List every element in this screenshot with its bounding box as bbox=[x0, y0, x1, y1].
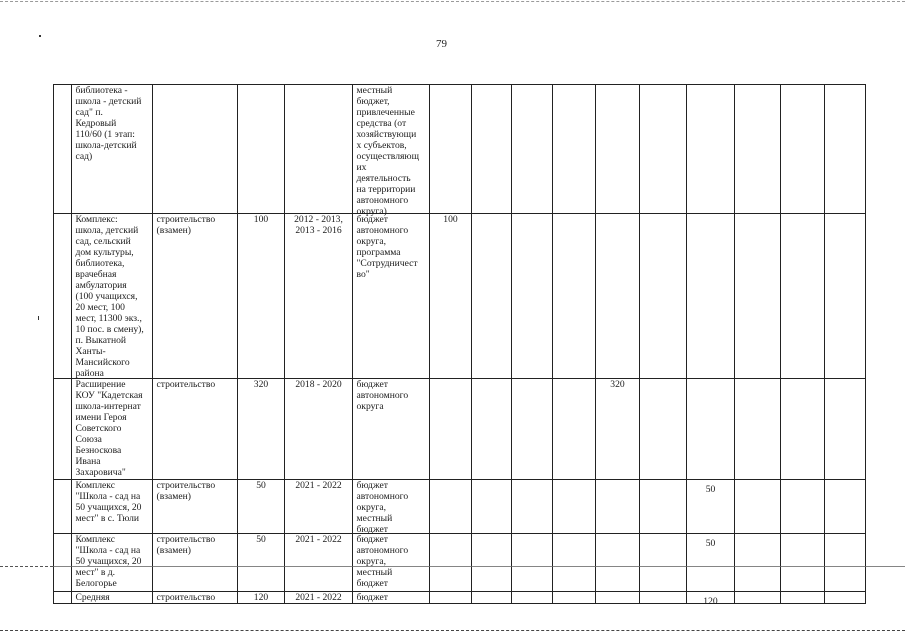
funding-source-cell: бюджет автономного округа, местный бюджет bbox=[353, 480, 430, 534]
value-cell bbox=[553, 379, 596, 480]
funding-source-cell: бюджет автономного округа bbox=[353, 379, 430, 480]
value-cell bbox=[472, 379, 512, 480]
years-cell bbox=[285, 85, 353, 214]
value-cell bbox=[640, 534, 687, 592]
value-cell bbox=[430, 480, 472, 534]
value-cell bbox=[596, 480, 640, 534]
value-cell bbox=[825, 379, 866, 480]
value-cell bbox=[640, 480, 687, 534]
value-cell bbox=[781, 592, 825, 604]
value-cell: 50 bbox=[687, 480, 735, 534]
capacity-cell bbox=[238, 85, 285, 214]
value-cell bbox=[781, 214, 825, 379]
value-cell bbox=[472, 480, 512, 534]
work-type-cell: строительство (взамен) bbox=[153, 534, 238, 592]
value-cell bbox=[640, 85, 687, 214]
scan-fold-line bbox=[0, 566, 53, 567]
value-cell bbox=[430, 534, 472, 592]
object-name-cell: Средняя bbox=[72, 592, 153, 604]
value-cell bbox=[553, 85, 596, 214]
value-cell: 100 bbox=[430, 214, 472, 379]
object-name-cell: Комплекс: школа, детский сад, сельский дом культуры, библиотека, врачебная амбулатория (100 учащихся, 20 мест, 100 мест, 11300 экз., 10 пос. в смену), п. Выкатной Ханты- Мансийского района bbox=[72, 214, 153, 379]
row-number-cell bbox=[54, 592, 72, 604]
value-cell: 50 bbox=[687, 534, 735, 592]
value-cell bbox=[781, 534, 825, 592]
work-type-cell: строительство (взамен) bbox=[153, 480, 238, 534]
object-name-cell: Комплекс "Школа - сад на 50 учащихся, 20 мест" в с. Тюли bbox=[72, 480, 153, 534]
program-objects-table bbox=[53, 84, 866, 607]
funding-source-cell: бюджет автономного округа, местный бюджет bbox=[353, 534, 430, 592]
years-cell: 2021 - 2022 bbox=[285, 534, 353, 592]
capacity-cell: 50 bbox=[238, 534, 285, 592]
value-cell bbox=[781, 480, 825, 534]
value-cell: 320 bbox=[596, 379, 640, 480]
value-cell bbox=[596, 592, 640, 604]
value-cell bbox=[825, 534, 866, 592]
value-cell bbox=[825, 480, 866, 534]
value-cell bbox=[553, 214, 596, 379]
value-cell bbox=[596, 85, 640, 214]
work-type-cell: строительство (взамен) bbox=[153, 214, 238, 379]
value-cell bbox=[640, 592, 687, 604]
years-cell: 2021 - 2022 bbox=[285, 480, 353, 534]
value-cell bbox=[825, 85, 866, 214]
work-type-cell bbox=[153, 85, 238, 214]
value-cell bbox=[735, 592, 781, 604]
page-number: 79 bbox=[436, 38, 447, 50]
value-cell bbox=[553, 480, 596, 534]
object-name-cell: библиотека - школа - детский сад" п. Кедровый 110/60 (1 этап: школа-детский сад) bbox=[72, 85, 153, 214]
value-cell bbox=[735, 480, 781, 534]
capacity-cell: 120 bbox=[238, 592, 285, 604]
value-cell bbox=[735, 379, 781, 480]
value-cell bbox=[512, 85, 553, 214]
object-name-cell: Расширение КОУ "Кадетская школа-интернат имени Героя Советского Союза Безноскова Ивана Захаровича" bbox=[72, 379, 153, 480]
row-number-cell bbox=[54, 85, 72, 214]
value-cell bbox=[735, 534, 781, 592]
capacity-cell: 100 bbox=[238, 214, 285, 379]
value-cell bbox=[640, 379, 687, 480]
scan-fold-line bbox=[53, 566, 905, 567]
value-cell bbox=[472, 592, 512, 604]
capacity-cell: 50 bbox=[238, 480, 285, 534]
row-number-cell bbox=[54, 534, 72, 592]
object-name-cell: Комплекс "Школа - сад на 50 учащихся, 20 мест" в д. Белогорье bbox=[72, 534, 153, 592]
scan-edge-top bbox=[0, 1, 905, 2]
value-cell bbox=[430, 592, 472, 604]
value-cell bbox=[596, 534, 640, 592]
value-cell bbox=[781, 379, 825, 480]
capacity-cell: 320 bbox=[238, 379, 285, 480]
value-cell bbox=[687, 214, 735, 379]
scan-edge-bottom bbox=[0, 630, 905, 631]
value-cell bbox=[553, 534, 596, 592]
value-cell bbox=[553, 592, 596, 604]
value-cell bbox=[640, 214, 687, 379]
value-cell bbox=[430, 379, 472, 480]
value-cell bbox=[512, 534, 553, 592]
row-number-cell bbox=[54, 480, 72, 534]
funding-source-cell: бюджет bbox=[353, 592, 430, 604]
value-cell bbox=[512, 379, 553, 480]
scan-speck bbox=[39, 35, 41, 37]
value-cell bbox=[472, 214, 512, 379]
funding-source-cell: бюджет автономного округа, программа "Сотрудничест во" bbox=[353, 214, 430, 379]
value-cell bbox=[512, 214, 553, 379]
work-type-cell: строительство bbox=[153, 379, 238, 480]
row-number-cell bbox=[54, 214, 72, 379]
value-cell bbox=[512, 480, 553, 534]
value-cell bbox=[596, 214, 640, 379]
value-cell bbox=[781, 85, 825, 214]
years-cell: 2021 - 2022 bbox=[285, 592, 353, 604]
value-cell bbox=[735, 214, 781, 379]
value-cell bbox=[472, 534, 512, 592]
scan-speck bbox=[38, 316, 39, 320]
value-cell bbox=[825, 592, 866, 604]
value-cell bbox=[472, 85, 512, 214]
years-cell: 2018 - 2020 bbox=[285, 379, 353, 480]
value-cell bbox=[735, 85, 781, 214]
value-cell bbox=[825, 214, 866, 379]
value-cell: 120 bbox=[687, 592, 735, 604]
years-cell: 2012 - 2013, 2013 - 2016 bbox=[285, 214, 353, 379]
value-cell bbox=[687, 85, 735, 214]
value-cell bbox=[687, 379, 735, 480]
row-number-cell bbox=[54, 379, 72, 480]
value-cell bbox=[512, 592, 553, 604]
funding-source-cell: местный бюджет, привлеченные средства (от хозяйствующи х субъектов, осуществляющ их деятельность на территории автономного округа) bbox=[353, 85, 430, 214]
work-type-cell: строительство bbox=[153, 592, 238, 604]
value-cell bbox=[430, 85, 472, 214]
